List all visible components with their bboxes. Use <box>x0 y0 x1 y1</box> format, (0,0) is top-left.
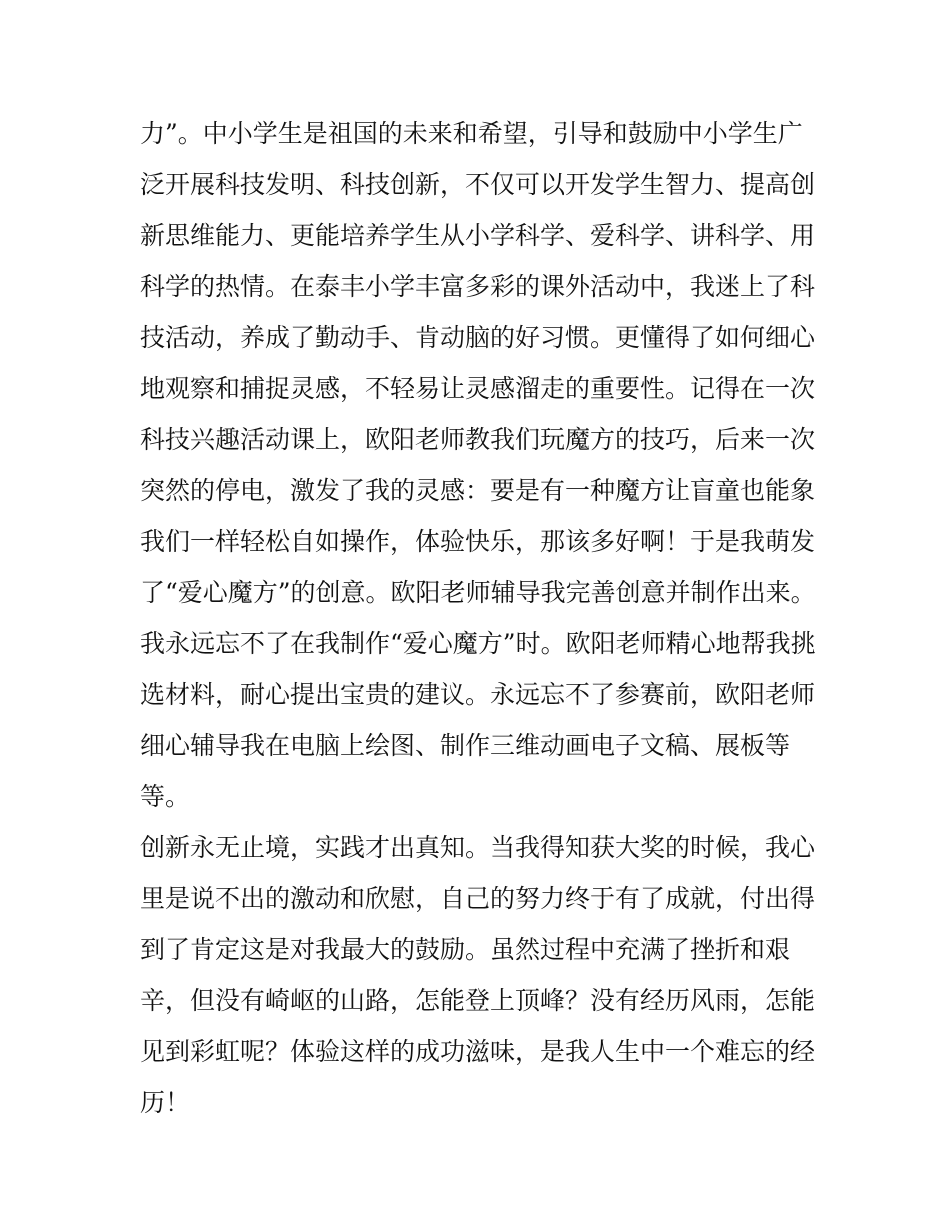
text-line: 我永远忘不了在我制作“爱心魔方”时。欧阳老师精心地帮我挑 <box>140 629 816 658</box>
text-line: 力”。中小学生是祖国的未来和希望，引导和鼓励中小学生广 <box>140 119 803 148</box>
text-line: 辛，但没有崎岖的山路，怎能登上顶峰？没有经历风雨，怎能 <box>140 986 816 1015</box>
text-line: 科技兴趣活动课上，欧阳老师教我们玩魔方的技巧，后来一次 <box>140 425 816 454</box>
text-line: 技活动，养成了勤动手、肯动脑的好习惯。更懂得了如何细心 <box>140 323 816 352</box>
body-text <box>140 108 820 1128</box>
text-line: 细心辅导我在电脑上绘图、制作三维动画电子文稿、展板等 <box>140 731 791 760</box>
text-line: 了“爱心魔方”的创意。欧阳老师辅导我完善创意并制作出来。 <box>140 578 816 607</box>
text-line: 地观察和捕捉灵感，不轻易让灵感溜走的重要性。记得在一次 <box>140 374 816 403</box>
text-line: 历！ <box>140 1088 191 1117</box>
text-line: 选材料，耐心提出宝贵的建议。永远忘不了参赛前，欧阳老师 <box>140 680 816 709</box>
text-line: 等。 <box>140 782 191 811</box>
text-line: 见到彩虹呢？体验这样的成功滋味，是我人生中一个难忘的经 <box>140 1037 816 1066</box>
text-line: 泛开展科技发明、科技创新，不仅可以开发学生智力、提高创 <box>140 170 816 199</box>
text-line: 我们一样轻松自如操作，体验快乐，那该多好啊！于是我萌发 <box>140 527 816 556</box>
text-line: 突然的停电，激发了我的灵感：要是有一种魔方让盲童也能象 <box>140 476 816 505</box>
text-line: 创新永无止境，实践才出真知。当我得知获大奖的时候，我心 <box>140 833 816 862</box>
text-line: 里是说不出的激动和欣慰，自己的努力终于有了成就，付出得 <box>140 884 816 913</box>
text-line: 新思维能力、更能培养学生从小学科学、爱科学、讲科学、用 <box>140 221 816 250</box>
text-line: 到了肯定这是对我最大的鼓励。虽然过程中充满了挫折和艰 <box>140 935 791 964</box>
text-line: 科学的热情。在泰丰小学丰富多彩的课外活动中，我迷上了科 <box>140 272 816 301</box>
